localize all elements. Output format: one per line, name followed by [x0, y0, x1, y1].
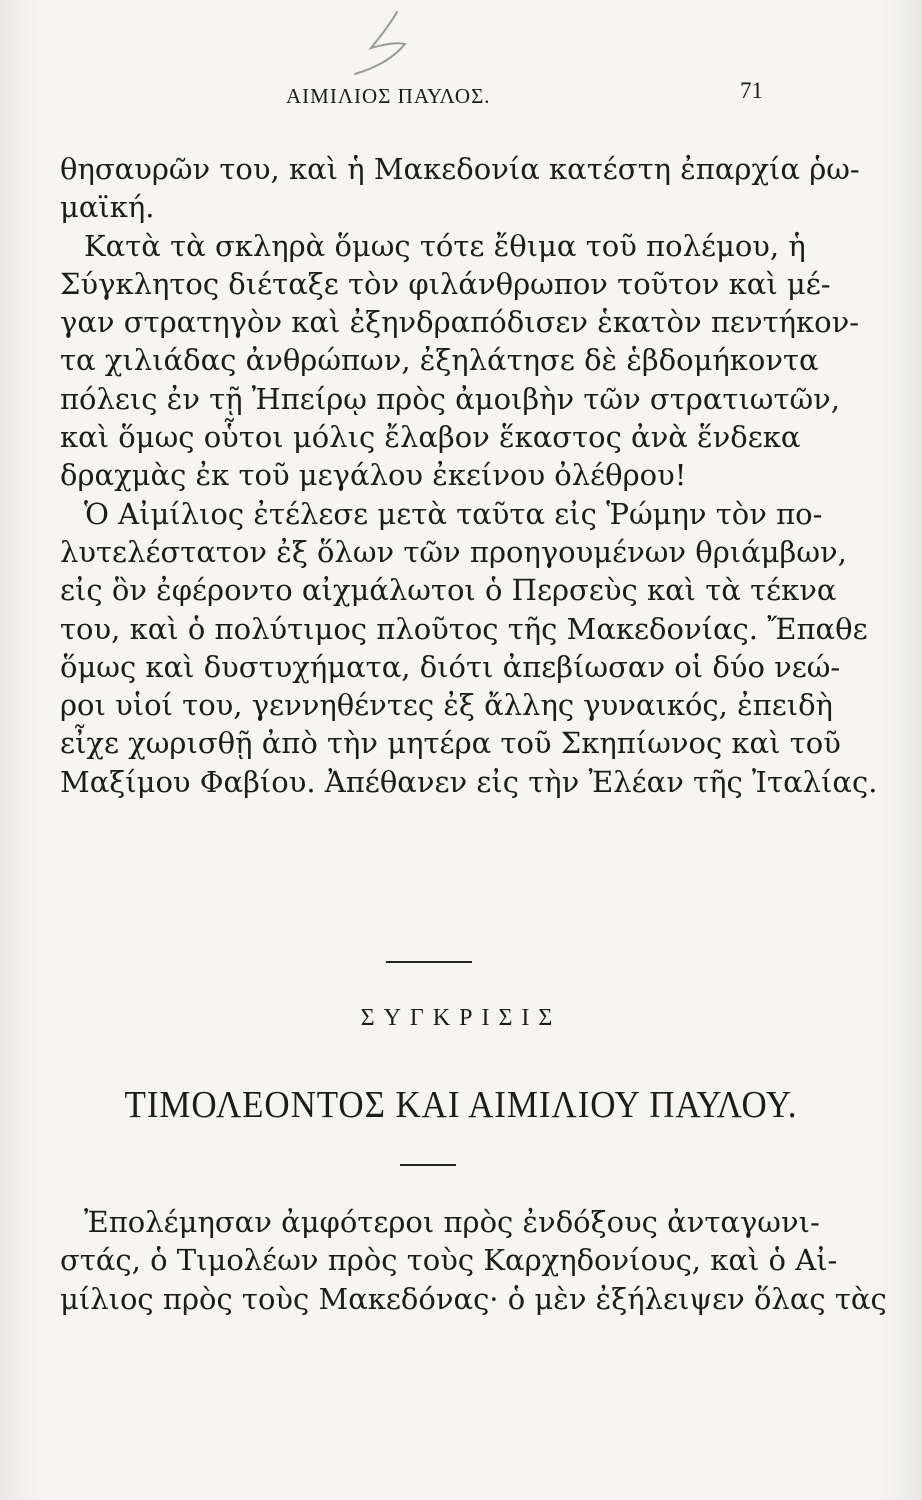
page-header	[0, 78, 922, 118]
text-line: του, καὶ ὁ πολύτιμος πλοῦτος τῆς Μακεδονίας. Ἔπαθε	[60, 611, 868, 646]
text-line: ροι υἱοί του, γεννηθέντες ἐξ ἄλλης γυναικός, ἐπειδὴ	[60, 688, 833, 723]
text-line: ὅμως καὶ δυστυχήματα, διότι ἀπεβίωσαν οἱ δύο νεώ-	[60, 649, 841, 684]
text-line: πόλεις ἐν τῇ Ἠπείρῳ πρὸς ἀμοιβὴν τῶν στρατιωτῶν,	[60, 381, 840, 416]
section-label: ΣΥΓΚΡΙΣΙΣ	[360, 1005, 562, 1031]
text-line: Κατὰ τὰ σκληρὰ ὅμως τότε ἔθιμα τοῦ πολέμου, ἡ	[84, 228, 806, 263]
text-line: μαϊκή.	[60, 190, 155, 225]
section-divider	[386, 961, 472, 963]
text-line: Μαξίμου Φαβίου. Ἀπέθανεν εἰς τὴν Ἐλέαν τῆς Ἰταλίας.	[60, 764, 878, 799]
running-title: ΑΙΜΙΛΙΟΣ ΠΑΥΛΟΣ.	[286, 84, 491, 108]
text-line: Ὁ Αἰμίλιος ἐτέλεσε μετὰ ταῦτα εἰς Ῥώμην τὸν πο-	[84, 496, 823, 531]
text-line: δραχμὰς ἐκ τοῦ μεγάλου ἐκείνου ὀλέθρου!	[60, 458, 687, 493]
title-divider	[400, 1164, 456, 1166]
page-number: 71	[740, 78, 763, 103]
section-body-text	[60, 1203, 887, 1318]
section-title: ΤΙΜΟΛΕΟΝΤΟΣ ΚΑΙ ΑΙΜΙΛΙΟΥ ΠΑΥΛΟΥ.	[124, 1084, 798, 1126]
body-text	[60, 150, 878, 801]
text-line: Σύγκλητος διέταξε τὸν φιλάνθρωπον τοῦτον καὶ μέ-	[60, 266, 831, 301]
text-line: καὶ ὅμως οὗτοι μόλις ἔλαβον ἕκαστος ἀνὰ ἕνδεκα	[60, 420, 801, 455]
text-line: θησαυρῶν του, καὶ ἡ Μακεδονία κατέστη ἐπαρχία ῥω-	[60, 152, 860, 186]
text-line: στάς, ὁ Τιμολέων πρὸς τοὺς Καρχηδονίους, καὶ ὁ Αἰ-	[60, 1243, 838, 1278]
text-line: λυτελέστατον ἐξ ὅλων τῶν προηγουμένων θριάμβων,	[60, 534, 847, 569]
text-line: Ἐπολέμησαν ἀμφότεροι πρὸς ἐνδόξους ἀνταγωνι-	[84, 1205, 820, 1239]
text-line: μίλιος πρὸς τοὺς Μακεδόνας· ὁ μὲν ἐξήλειψεν ὅλας τὰς	[60, 1281, 887, 1316]
text-line: τα χιλιάδας ἀνθρώπων, ἐξηλάτησε δὲ ἑβδομήκοντα	[60, 343, 819, 378]
text-line: εἰς ὃν ἐφέροντο αἰχμάλωτοι ὁ Περσεὺς καὶ τὰ τέκνα	[60, 573, 837, 608]
text-line: εἶχε χωρισθῇ ἀπὸ τὴν μητέρα τοῦ Σκηπίωνος καὶ τοῦ	[60, 726, 841, 761]
pencil-mark	[345, 8, 435, 83]
text-line: γαν στρατηγὸν καὶ ἐξηνδραπόδισεν ἑκατὸν πεντήκον-	[60, 305, 860, 340]
